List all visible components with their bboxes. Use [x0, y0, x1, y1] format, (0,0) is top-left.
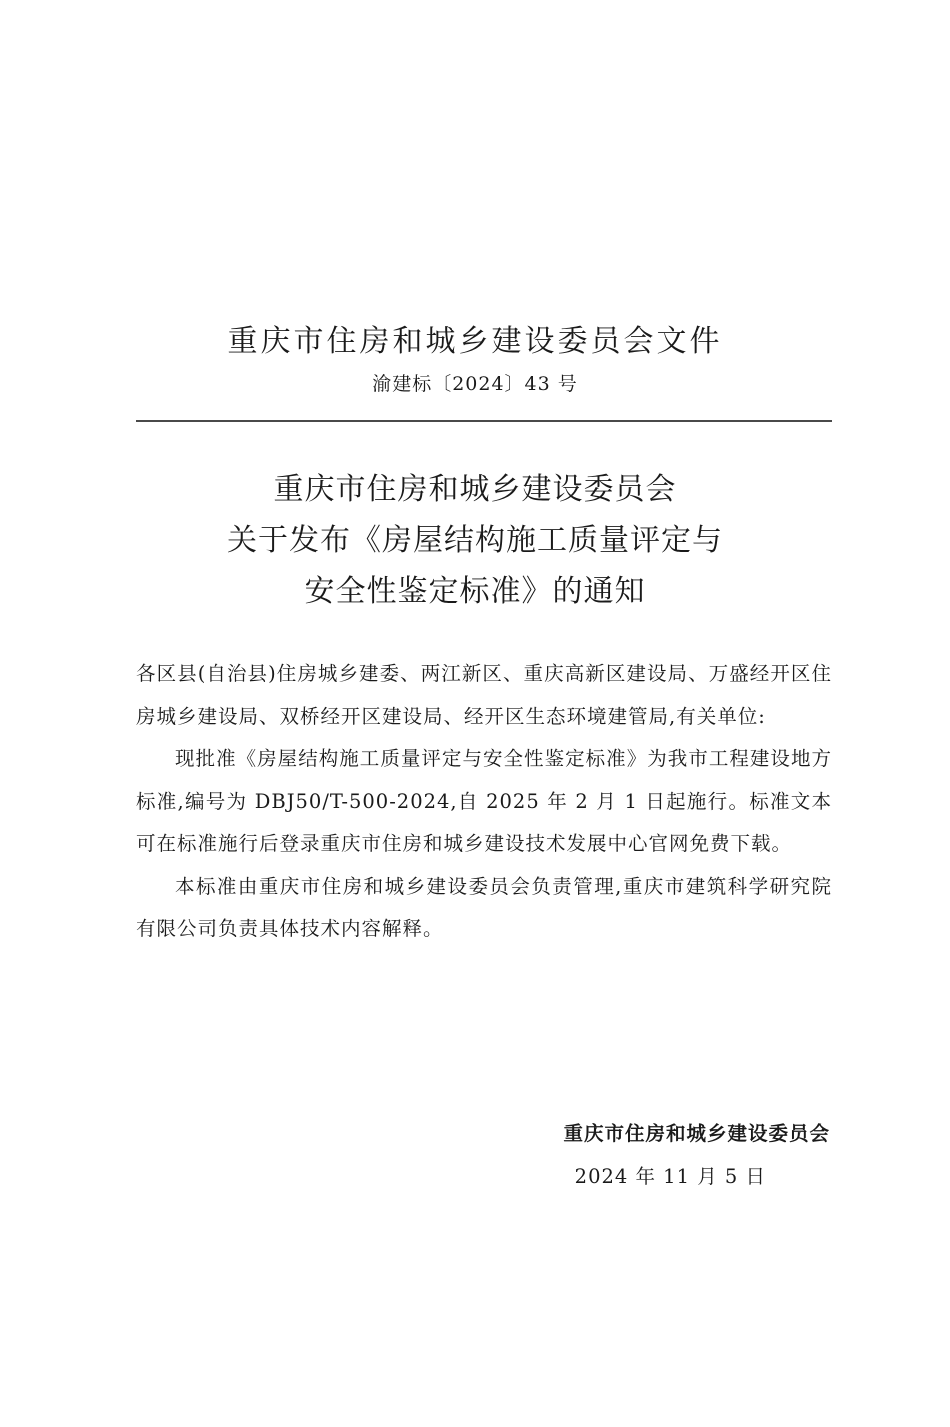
body-paragraph: 本标准由重庆市住房和城乡建设委员会负责管理,重庆市建筑科学研究院有限公司负责具体技术内容解释。 — [136, 874, 832, 940]
addressee-paragraph: 各区县(自治县)住房城乡建委、两江新区、重庆高新区建设局、万盛经开区住房城乡建设局、双桥经开区建设局、经开区生态环境建管局,有关单位: — [136, 662, 832, 728]
signature-org: 重庆市住房和城乡建设委员会 — [563, 1122, 830, 1145]
notice-title-line: 重庆市住房和城乡建设委员会 — [273, 472, 677, 507]
issuing-org-header: 重庆市住房和城乡建设委员会文件 — [227, 324, 723, 359]
document-number: 渝建标〔2024〕43 号 — [372, 373, 578, 395]
notice-title-line: 安全性鉴定标准》的通知 — [304, 574, 646, 609]
notice-title-line: 关于发布《房屋结构施工质量评定与 — [227, 523, 723, 558]
header-divider — [136, 420, 832, 422]
notice-body — [136, 653, 832, 951]
signature-date: 2024 年 11 月 5 日 — [574, 1165, 766, 1188]
notice-title — [0, 464, 950, 617]
body-paragraph: 现批准《房屋结构施工质量评定与安全性鉴定标准》为我市工程建设地方标准,编号为 DBJ50/T-500-2024,自 2025 年 2 月 1 日起施行。标准文本可在标准施行后登录重庆市住房和城乡建设技术发展中心官网免费下载。 — [136, 747, 832, 855]
